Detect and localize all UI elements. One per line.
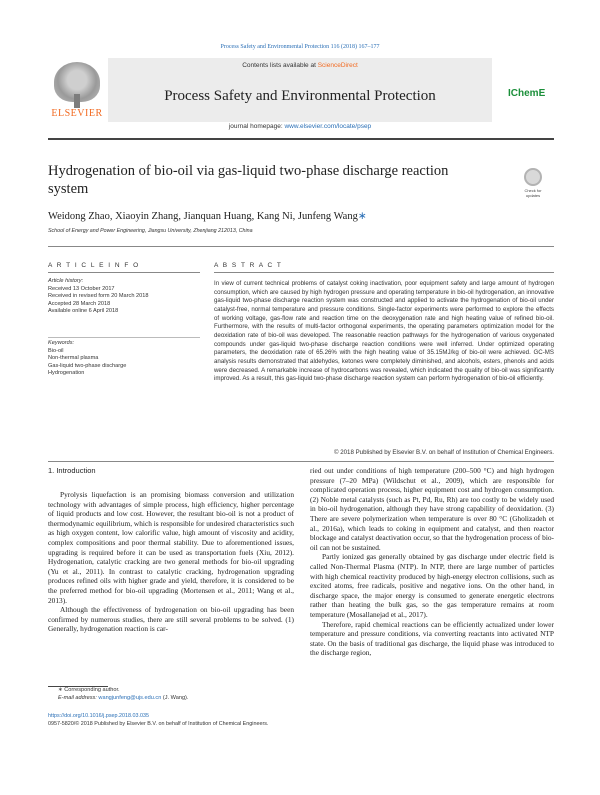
paragraph: Although the effectiveness of hydrogenation on bio-oil upgrading has been confirmed by numerous studies, there are still several problems to be solved. (1) Generally, hydrogenation reaction is car- [48, 605, 294, 634]
affiliation: School of Energy and Power Engineering, Jiangsu University, Zhenjiang 212013, China [48, 228, 253, 234]
history-item: Accepted 28 March 2018 [48, 300, 111, 307]
history-item: Received in revised form 20 March 2018 [48, 293, 149, 300]
email-link[interactable]: wangjunfeng@ujs.edu.cn [98, 694, 162, 701]
corresponding-mark[interactable]: ∗ [357, 211, 367, 222]
paragraph: Therefore, rapid chemical reactions can be efficiently actualized under lower temperature and pressure conditions, via converting reactants into activated NTP state. On the basis of traditional gas discharge, the liquid phase was introduced to the discharge region, [310, 619, 554, 658]
history-item: Received 13 October 2017 [48, 285, 115, 292]
history-item: Available online 6 April 2018 [48, 308, 119, 315]
icheme-logo: IChemE [508, 88, 546, 99]
header-divider [48, 246, 554, 247]
abstract-divider [48, 461, 554, 462]
paragraph: ried out under conditions of high temperature (200–500 °C) and high hydrogen pressure (7–20 MPa) (Wildschut et al., 2009), which are responsible for complicated operation process, higher equipment cost and hydrogen consumption. (2) Noble metal catalysts (such as Pt, Pd, Ru, Rh) are too costly to be widely used in bio-oil hydrogenation, although they have strong capability of deoxidation. (3) There are severe polymerization when temperature is over 80 °C (Gholizadeh et al., 2016a), which leads to coking in equipment and catalyst, and then reactor blockage and catalyst deactivation occur, so that the hydrogenation process of bio-oil can not be sustained. [310, 466, 554, 552]
homepage-link[interactable]: www.elsevier.com/locate/psep [284, 123, 372, 130]
left-column [48, 490, 294, 634]
doi-link[interactable]: https://doi.org/10.1016/j.psep.2018.03.035 [48, 713, 150, 719]
journal-title: Process Safety and Environmental Protection [164, 88, 436, 104]
keyword: Bio-oil [48, 347, 64, 354]
right-column [310, 466, 554, 658]
journal-citation: Process Safety and Environmental Protection 116 (2018) 167–177 [220, 44, 380, 50]
author-list: Weidong Zhao, Xiaoyin Zhang, Jianquan Huang, Kang Ni, Junfeng Wang∗ [48, 211, 367, 222]
keyword: Hydrogenation [48, 370, 85, 377]
footnote: ∗ Corresponding author. E-mail address: wangjunfeng@ujs.edu.cn (J. Wang). [58, 687, 189, 701]
publisher-logo-text: ELSEVIER [51, 108, 103, 119]
article-history: Article history: Received 13 October 2017 Received in revised form 20 March 2018 Accepted 28 March 2018 Available online 6 April 2018 [48, 278, 200, 316]
keyword: Non-thermal plasma [48, 355, 99, 362]
update-icon [524, 168, 542, 186]
article-info-heading: A R T I C L E I N F O [48, 262, 140, 269]
check-for-updates-badge[interactable]: Check for updates [518, 168, 548, 198]
masthead-divider [48, 138, 554, 140]
article-title: Hydrogenation of bio-oil via gas-liquid two-phase discharge reaction system [48, 163, 449, 197]
paragraph: Partly ionized gas generally obtained by gas discharge under electric field is called Non-Thermal Plasma (NTP). In NTP, there are large number of particles with high chemical reactivity produced by high-energy electron collisions, such as excited atoms, free radicals, positive and negative ions. On the other hand, in discharge space, the major energy is consumed to generate energetic electrons rather than heating the bulk gas, so the gas temperature remains at room temperature (Mosallanejad et al., 2017). [310, 552, 554, 619]
keyword: Gas-liquid two-phase discharge [48, 362, 127, 369]
journal-homepage: journal homepage: www.elsevier.com/locate/psep [228, 123, 372, 130]
abstract-copyright: © 2018 Published by Elsevier B.V. on behalf of Institution of Chemical Engineers. [333, 449, 554, 456]
issn-line: 0957-5820/© 2018 Published by Elsevier B.V. on behalf of Institution of Chemical Engineers. [48, 720, 269, 727]
elsevier-logo [48, 60, 106, 122]
contents-line: Contents lists available at ScienceDirect [242, 62, 358, 69]
abstract-heading: A B S T R A C T [214, 262, 283, 269]
paragraph: Pyrolysis liquefaction is an promising biomass conversion and utilization technology with advantages of simple process, high efficiency, higher percentage of liquid products and low cost. However, the resultant bio-oil is not a product of thermodynamic equilibrium, which is responsible for undesired characteristics such as high oxygen content, low calorific value, high amount of viscosity and acidity, complex compositions and poor thermal stability. Due to aforementioned issues, upgrading is required before it can be used as transportation fuels (Xiu, 2012). Hydrogenation, catalytic cracking are two general methods for bio-oil upgrading (Yu et al., 2011). In contrast to catalytic cracking, hydrogenation upgrading produces refined oils with higher grade and yield, therefore, it is considered to be the preferred method for bio-oil upgrading (Mortensen et al., 2011; Wang et al., 2013). [48, 490, 294, 605]
sciencedirect-link[interactable]: ScienceDirect [317, 62, 358, 69]
keywords: Keywords: Bio-oil Non-thermal plasma Gas-liquid two-phase discharge Hydrogenation [48, 340, 200, 378]
page-footer [48, 713, 348, 728]
section-heading: 1. Introduction [48, 466, 96, 475]
abstract-text: In view of current technical problems of catalyst coking inactivation, poor equipment safety and large amount of hydrogen consumption, which are caused by high hydrogen pressure and operating temperature in bio-oil hydrogenation, an innovative gas-liquid two-phase discharge reaction system was constructed and applied to activate the hydrogenation of bio-oil under catalyst-free, normal temperature and pressure conditions. Single-factor experiments were performed to explore the effects of working voltage, gas-flow rate and reaction time on the deoxygenation rate and high heating value of refined bio-oil. Furthermore, with the results of multi-factor orthogonal experiments, the operating parameters optimization model for the deoxidation rate of bio-oil was developed. The reasonable reaction pathways for the hydrogenation of various oxygenated compounds under gas-liquid two-phase discharge reaction conditions were well inferred. Under optimized operating parameters, the deoxidation rate of 65.26% with the high heating value of 35.15MJ/kg of bio-oil were achieved. GC-MS analysis results demonstrated that aldehydes, ketones were completely diminished, and alcohols, esters, phenols and acids were decreased. A remarkable increase of hydrocarbons was revealed, which indicated the quality of bio-oil was significantly improved. As a result, this gas-liquid two-phase discharge reaction system can perform hydrogenation of bio-oil efficiently. [214, 280, 554, 383]
